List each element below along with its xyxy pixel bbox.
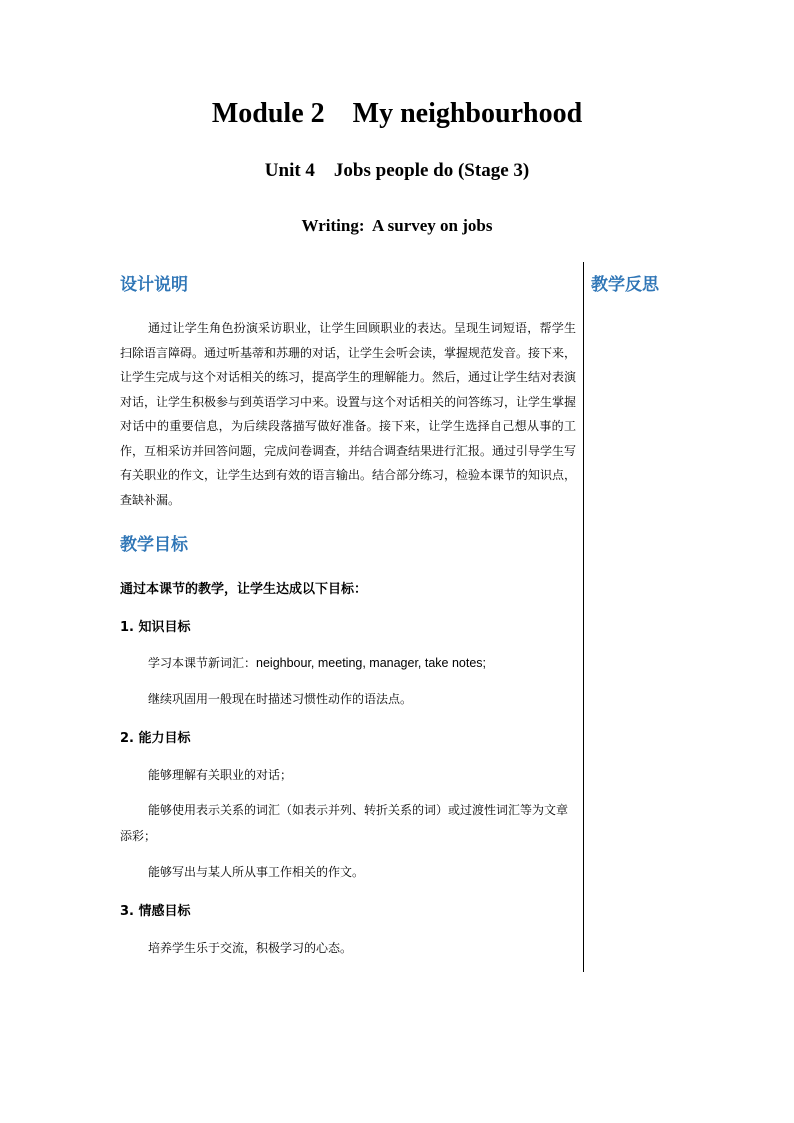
ability-heading: 2. 能力目标 <box>120 731 191 746</box>
knowledge-heading: 1. 知识目标 <box>120 620 191 635</box>
emotion-heading: 3. 情感目标 <box>120 904 191 919</box>
emotion-item-1: 培养学生乐于交流，积极学习的心态。 <box>148 941 353 955</box>
knowledge-item-1 <box>148 650 576 676</box>
knowledge-item-1-prefix: 学习本课节新词汇： <box>148 656 257 670</box>
knowledge-item-1-words: neighbour, meeting, manager, take notes; <box>256 656 487 670</box>
goals-intro: 通过本课节的教学，让学生达成以下目标： <box>120 582 368 597</box>
unit-subtitle: Unit 4 Jobs people do (Stage 3) <box>264 160 530 181</box>
knowledge-item-2: 继续巩固用一般现在时描述习惯性动作的语法点。 <box>148 692 413 706</box>
reflection-heading: 教学反思 <box>591 275 659 295</box>
ability-item-2: 能够使用表示关系的词汇（如表示并列、转折关系的词）或过渡性词汇等为文章添彩； <box>120 803 569 843</box>
design-paragraph: 通过让学生角色扮演采访职业，让学生回顾职业的表达。呈现生词短语，帮学生扫除语言障碍。通过听基蒂和苏珊的对话，让学生会听会读，掌握规范发音。接下来，让学生完成与这个对话相关的练习，提高学生的理解能力。然后，通过让学生结对表演对话，让学生积极参与到英语学习中来。设置与这个对话相关的问答练习，让学生掌握对话中的重要信息，为后续段落描写做好准备。接下来，让学生选择自己想从事的工作，互相采访并回答问题，完成问卷调查，并结合调查结果进行汇报。通过引导学生写有关职业的作文，让学生达到有效的语言输出。结合部分练习，检验本课节的知识点，查缺补漏。 <box>120 321 577 507</box>
ability-item-1: 能够理解有关职业的对话； <box>148 768 293 782</box>
ability-item-3: 能够写出与某人所从事工作相关的作文。 <box>148 865 365 879</box>
lesson-topic: Writing: A survey on jobs <box>301 216 493 235</box>
goals-heading: 教学目标 <box>120 535 188 555</box>
design-heading: 设计说明 <box>120 275 188 295</box>
column-divider <box>583 262 584 972</box>
page-title: Module 2 My neighbourhood <box>211 98 583 129</box>
